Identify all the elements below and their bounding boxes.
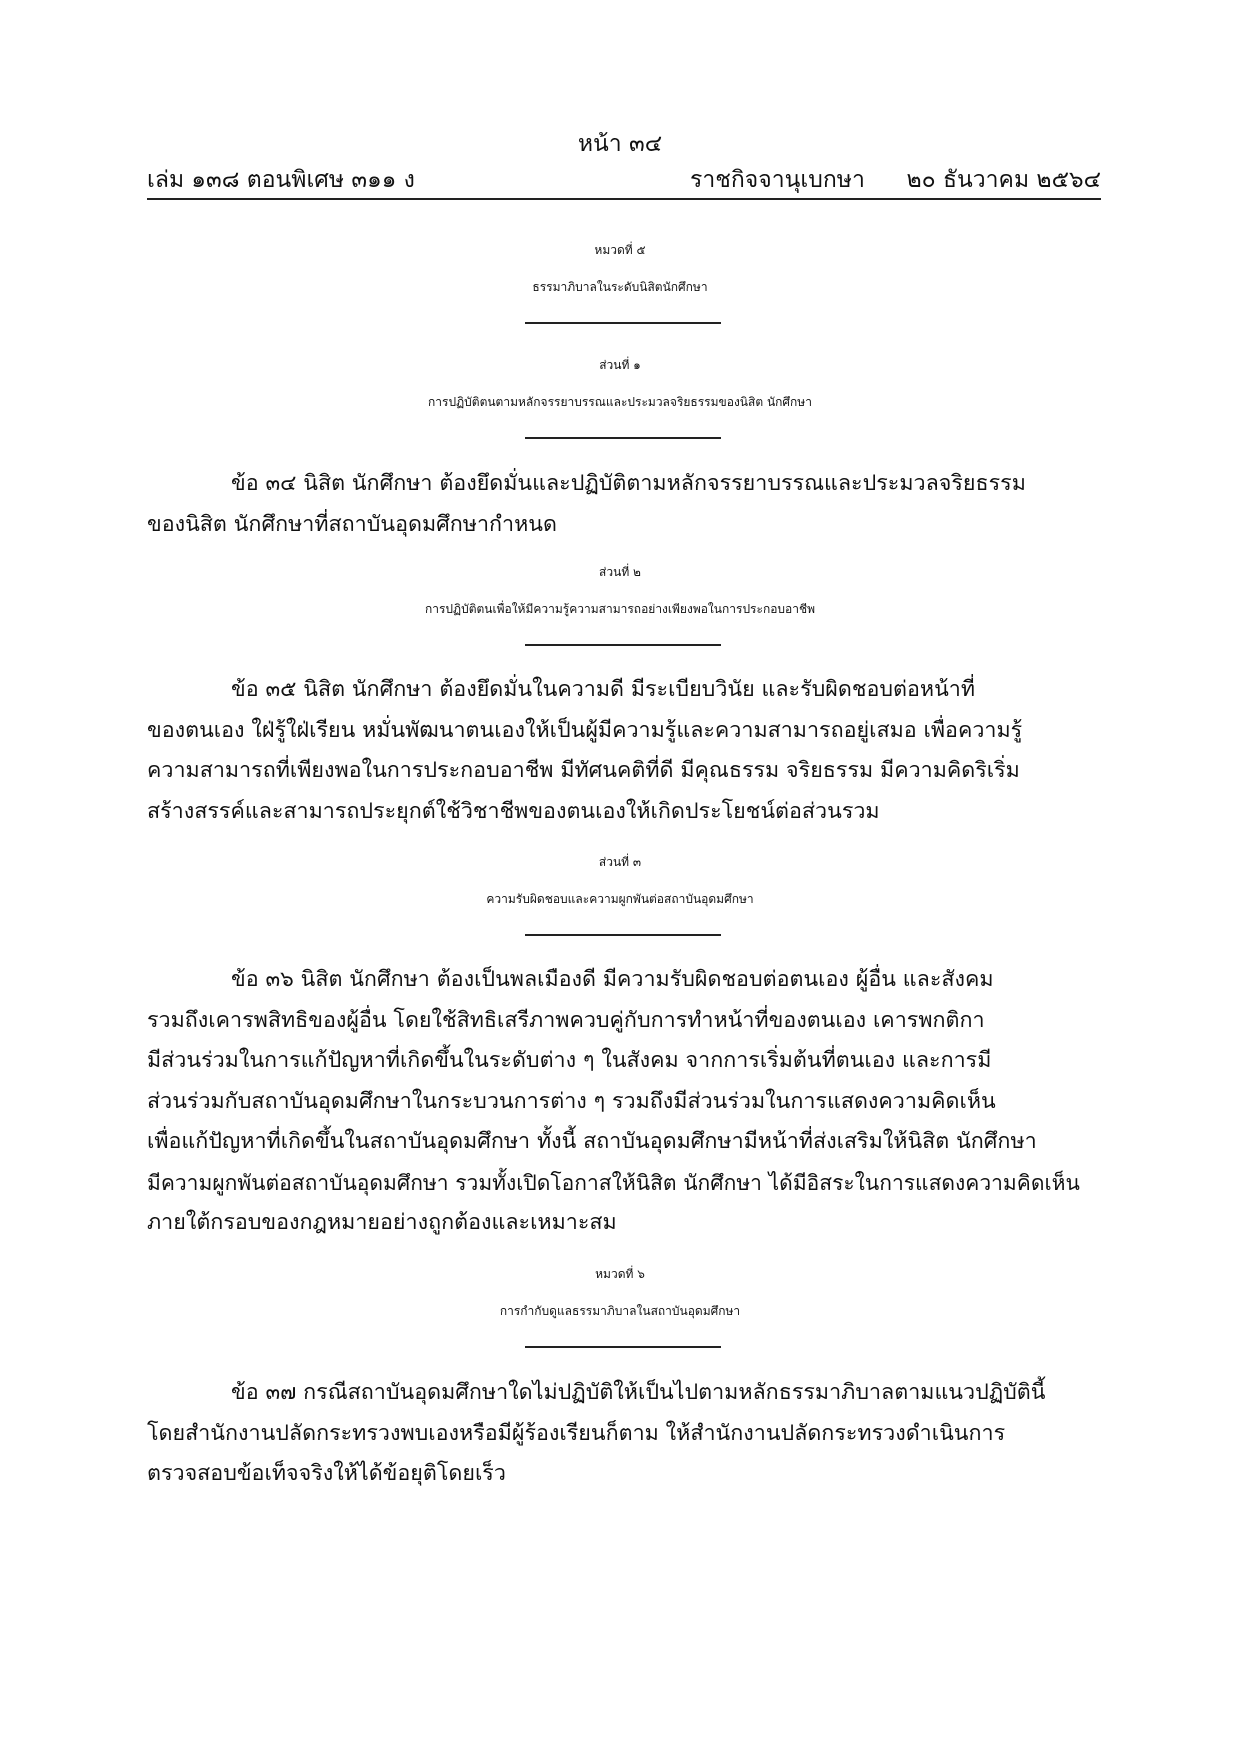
paragraph-line: เพื่อแก้ปัญหาที่เกิดขึ้นในสถาบันอุดมศึกษา ทั้งนี้ สถาบันอุดมศึกษามีหน้าที่ส่งเสริมให้นิสิต นักศึกษา xyxy=(147,1129,1037,1154)
gazette-name: ราชกิจจานุเบกษา xyxy=(690,167,865,193)
part-1-title: การปฏิบัติตนตามหลักจรรยาบรรณและประมวลจริยธรรมของนิสิต นักศึกษา xyxy=(428,395,812,409)
paragraph-line: ส่วนร่วมกับสถาบันอุดมศึกษาในกระบวนการต่าง ๆ รวมถึงมีส่วนร่วมในการแสดงความคิดเห็น xyxy=(147,1088,996,1114)
volume-info: เล่ม ๑๓๘ ตอนพิเศษ ๓๑๑ ง xyxy=(147,167,415,193)
page-number: หน้า ๓๔ xyxy=(577,131,663,157)
paragraph-line: ความสามารถที่เพียงพอในการประกอบอาชีพ มีทัศนคติที่ดี มีคุณธรรม จริยธรรม มีความคิดริเริ่ม xyxy=(147,758,1020,783)
paragraph-line: รวมถึงเคารพสิทธิของผู้อื่น โดยใช้สิทธิเสรีภาพควบคู่กับการทำหน้าที่ของตนเอง เคารพกติกา xyxy=(147,1007,985,1033)
chapter-6-heading: หมวดที่ ๖ xyxy=(595,1267,645,1281)
section-divider xyxy=(525,437,721,439)
paragraph-line: ข้อ ๓๔ นิสิต นักศึกษา ต้องยึดมั่นและปฏิบัติตามหลักจรรยาบรรณและประมวลจริยธรรม xyxy=(231,471,1026,496)
chapter-5-title: ธรรมาภิบาลในระดับนิสิตนักศึกษา xyxy=(532,280,708,294)
part-2-title: การปฏิบัติตนเพื่อให้มีความรู้ความสามารถอย่างเพียงพอในการประกอบอาชีพ xyxy=(424,602,816,616)
article-37 xyxy=(147,1373,1101,1495)
section-divider xyxy=(525,1346,721,1348)
part-2-heading: ส่วนที่ ๒ xyxy=(599,565,641,579)
section-divider xyxy=(525,644,721,646)
paragraph-line: มีความผูกพันต่อสถาบันอุดมศึกษา รวมทั้งเปิดโอกาสให้นิสิต นักศึกษา ได้มีอิสระในการแสดงความคิดเห็น xyxy=(147,1170,1080,1195)
part-3-title: ความรับผิดชอบและความผูกพันต่อสถาบันอุดมศึกษา xyxy=(486,892,754,906)
paragraph-line: สร้างสรรค์และสามารถประยุกต์ใช้วิชาชีพของตนเองให้เกิดประโยชน์ต่อส่วนรวม xyxy=(147,798,880,824)
section-divider xyxy=(525,934,721,936)
chapter-5-heading: หมวดที่ ๕ xyxy=(594,243,646,257)
paragraph-line: ภายใต้กรอบของกฎหมายอย่างถูกต้องและเหมาะสม xyxy=(147,1210,617,1235)
paragraph-line: ของนิสิต นักศึกษาที่สถาบันอุดมศึกษากำหนด xyxy=(147,511,557,537)
article-35 xyxy=(147,670,1101,832)
gazette-header xyxy=(147,164,1101,200)
article-36 xyxy=(147,960,1101,1244)
paragraph-line: ข้อ ๓๗ กรณีสถาบันอุดมศึกษาใดไม่ปฏิบัติให้เป็นไปตามหลักธรรมาภิบาลตามแนวปฏิบัตินี้ xyxy=(231,1380,1046,1405)
paragraph-line: ของตนเอง ใฝ่รู้ใฝ่เรียน หมั่นพัฒนาตนเองให้เป็นผู้มีความรู้และความสามารถอยู่เสมอ เพื่อความรู้ xyxy=(147,717,1023,743)
paragraph-line: โดยสำนักงานปลัดกระทรวงพบเองหรือมีผู้ร้องเรียนก็ตาม ให้สำนักงานปลัดกระทรวงดำเนินการ xyxy=(147,1420,1006,1446)
publication-date: ๒๐ ธันวาคม ๒๕๖๔ xyxy=(906,167,1101,193)
paragraph-line: ตรวจสอบข้อเท็จจริงให้ได้ข้อยุติโดยเร็ว xyxy=(147,1461,506,1486)
part-1-heading: ส่วนที่ ๑ xyxy=(599,358,641,372)
paragraph-line: ข้อ ๓๕ นิสิต นักศึกษา ต้องยึดมั่นในความดี มีระเบียบวินัย และรับผิดชอบต่อหน้าที่ xyxy=(231,677,976,702)
paragraph-line: มีส่วนร่วมในการแก้ปัญหาที่เกิดขึ้นในระดับต่าง ๆ ในสังคม จากการเริ่มต้นที่ตนเอง และการมี xyxy=(147,1048,992,1073)
paragraph-line: ข้อ ๓๖ นิสิต นักศึกษา ต้องเป็นพลเมืองดี มีความรับผิดชอบต่อตนเอง ผู้อื่น และสังคม xyxy=(231,967,994,992)
part-3-heading: ส่วนที่ ๓ xyxy=(598,855,642,869)
chapter-6-title: การกำกับดูแลธรรมาภิบาลในสถาบันอุดมศึกษา xyxy=(499,1304,741,1318)
article-34 xyxy=(147,464,1101,545)
section-divider xyxy=(525,322,721,324)
